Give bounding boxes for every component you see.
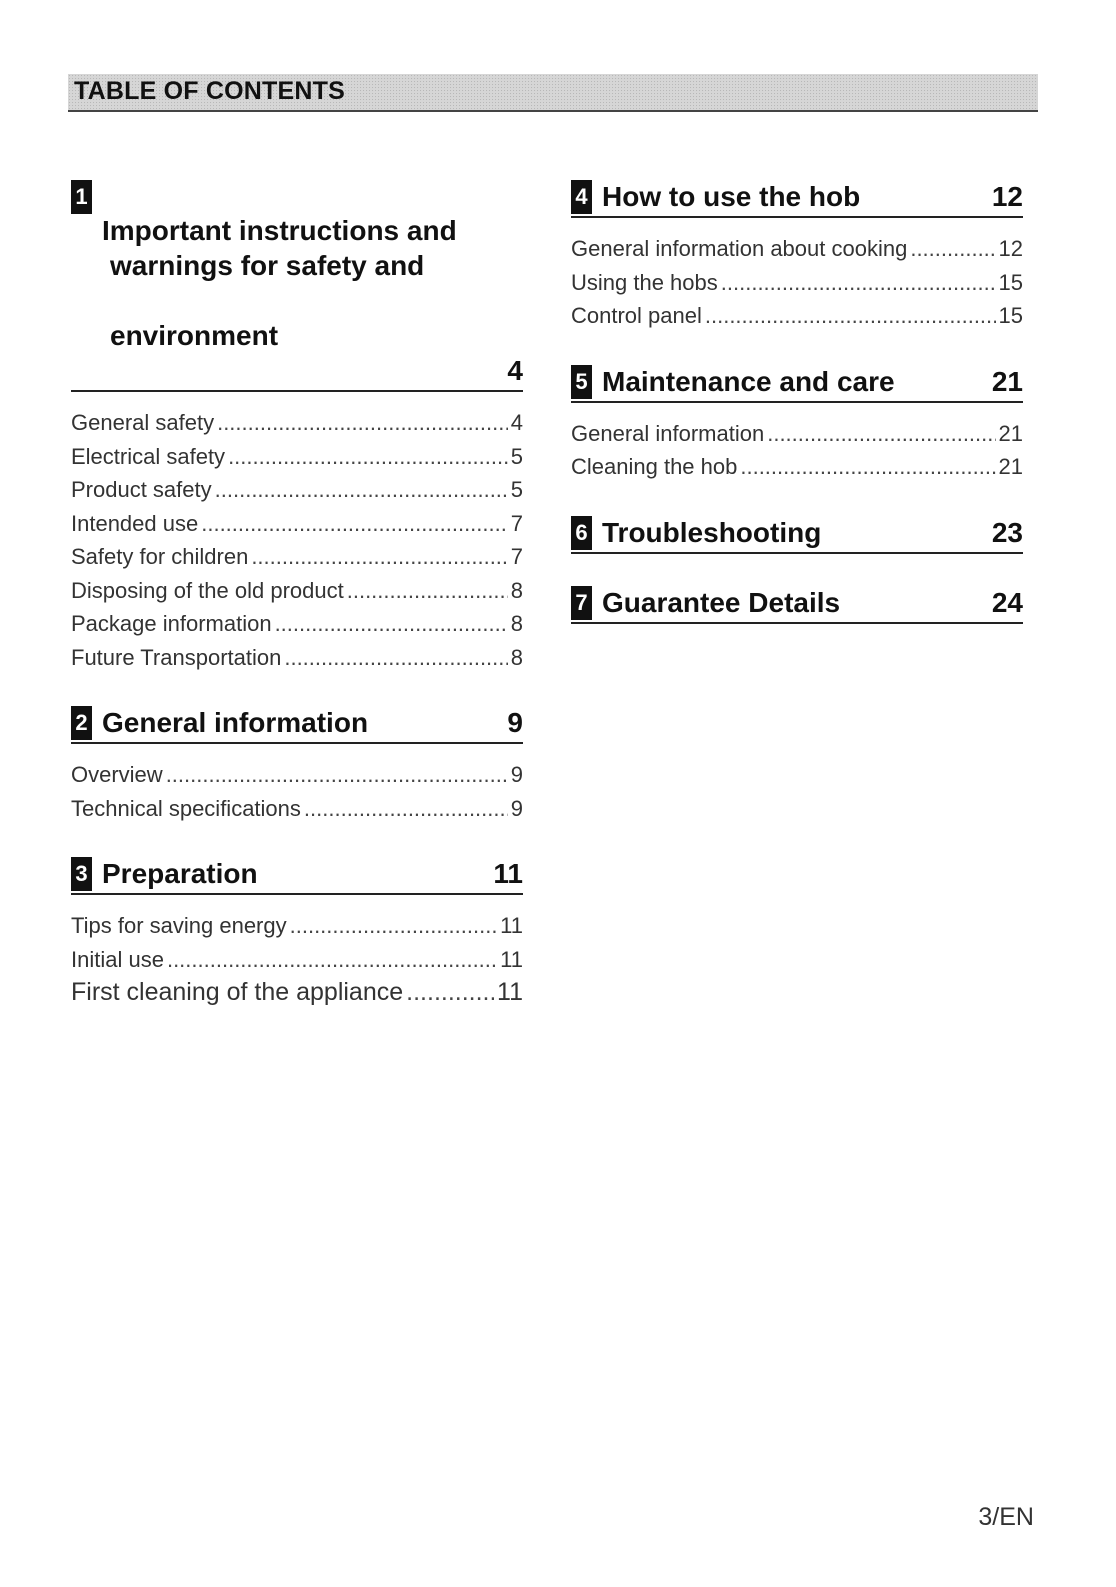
toc-entry-label: Overview [71, 762, 163, 787]
toc-entry[interactable] [71, 406, 523, 440]
toc-entry-label: General information about cooking [571, 236, 908, 261]
dot-leader [251, 540, 507, 574]
page-header [68, 74, 1038, 112]
page-title: TABLE OF CONTENTS [74, 77, 345, 105]
toc-entry-label: General information [571, 420, 765, 446]
toc-entry-page: 15 [998, 269, 1023, 295]
dot-leader [275, 607, 508, 641]
dot-leader [406, 976, 494, 1010]
dot-leader [215, 473, 508, 507]
toc-entry[interactable] [71, 758, 523, 792]
toc-entry[interactable] [71, 574, 523, 608]
toc-entry-label: Safety for children [71, 544, 249, 569]
section-title: Maintenance and care [602, 365, 895, 397]
toc-section-3 [71, 855, 523, 1010]
dot-leader [347, 574, 508, 608]
toc-entry[interactable] [571, 232, 1023, 266]
section-page-number: 4 [507, 355, 523, 386]
section-number-badge: 7 [571, 586, 592, 620]
toc-left-column [71, 178, 523, 1040]
toc-entry-label: Technical specifications [71, 795, 301, 821]
toc-entry-label: Future Transportation [71, 644, 282, 670]
dot-leader [721, 266, 996, 300]
toc-entry-page: 9 [510, 762, 523, 787]
section-heading[interactable] [71, 855, 523, 895]
toc-section-4 [571, 178, 1023, 333]
toc-entry-label: General safety [71, 410, 215, 435]
toc-entry-page: 11 [500, 913, 523, 938]
toc-section-6 [571, 514, 1023, 554]
toc-entry-page: 9 [510, 795, 523, 821]
toc-entry-page: 21 [998, 420, 1023, 446]
toc-entry-label: Intended use [71, 510, 199, 536]
toc-entry-label: Initial use [71, 946, 164, 972]
section-heading[interactable] [571, 514, 1023, 554]
section-title-line: environment [110, 320, 279, 351]
dot-leader [740, 450, 995, 484]
section-number-badge: 3 [71, 857, 92, 891]
toc-section-2 [71, 704, 523, 825]
toc-entry[interactable] [71, 641, 523, 675]
toc-entry[interactable] [71, 540, 523, 574]
section-title-line: warnings for safety and [110, 250, 425, 281]
dot-leader [166, 758, 508, 792]
section-page-number: 21 [991, 365, 1023, 397]
toc-entry-page: 21 [998, 454, 1023, 479]
toc-entry-page: 8 [510, 611, 523, 636]
section-number-badge: 6 [571, 516, 592, 550]
toc-entry-page: 11 [497, 978, 523, 1006]
toc-entry[interactable] [571, 299, 1023, 333]
section-page-number: 11 [493, 858, 523, 889]
section-page-number: 24 [991, 586, 1023, 618]
section-page-number: 9 [507, 707, 523, 738]
toc-entry[interactable] [571, 266, 1023, 300]
toc-entry[interactable] [71, 440, 523, 474]
toc-entry-page: 8 [510, 577, 523, 603]
section-title-line: Important instructions and [102, 215, 457, 246]
dot-leader [304, 792, 508, 826]
toc-entry-label: Using the hobs [571, 269, 718, 295]
toc-entry-label: Tips for saving energy [71, 913, 287, 938]
toc-entry-page: 7 [510, 510, 523, 536]
toc-entry[interactable] [71, 792, 523, 826]
toc-entry-page: 12 [998, 236, 1023, 261]
toc-section-1 [71, 178, 523, 674]
dot-leader [167, 943, 497, 977]
toc-entry-label: Cleaning the hob [571, 454, 738, 479]
toc-entry-label: Disposing of the old product [71, 577, 344, 603]
toc-entry-label: Electrical safety [71, 443, 226, 469]
toc-entry[interactable] [571, 417, 1023, 451]
toc-entry-label: First cleaning of the appliance [71, 978, 404, 1006]
toc-entry[interactable] [71, 507, 523, 541]
toc-right-column [571, 178, 1023, 654]
section-heading[interactable] [571, 363, 1023, 403]
section-title: General information [102, 707, 369, 738]
toc-entry[interactable] [71, 943, 523, 977]
section-number-badge: 5 [571, 365, 592, 399]
section-title: Preparation [102, 858, 258, 889]
section-heading[interactable] [571, 178, 1023, 218]
dot-leader [910, 232, 995, 266]
dot-leader [217, 406, 508, 440]
toc-entry-page: 8 [510, 644, 523, 670]
section-title: How to use the hob [602, 181, 861, 212]
toc-entry[interactable] [71, 976, 523, 1010]
toc-entry-label: Control panel [571, 303, 702, 328]
toc-entry-page: 11 [500, 946, 523, 972]
toc-entry[interactable] [71, 909, 523, 943]
section-number-badge: 1 [71, 180, 92, 214]
dot-leader [284, 641, 507, 675]
toc-entry-label: Package information [71, 611, 272, 636]
footer-page-number: 3/EN [978, 1503, 1034, 1531]
section-heading[interactable] [71, 704, 523, 744]
section-heading[interactable] [71, 178, 523, 392]
toc-entry[interactable] [71, 473, 523, 507]
dot-leader [705, 299, 996, 333]
toc-section-7 [571, 584, 1023, 624]
section-title [102, 178, 507, 388]
toc-entry[interactable] [571, 450, 1023, 484]
toc-entry-label: Product safety [71, 477, 212, 502]
dot-leader [290, 909, 498, 943]
section-heading[interactable] [571, 584, 1023, 624]
section-page-number: 23 [991, 516, 1023, 548]
toc-section-5 [571, 363, 1023, 484]
section-number-badge: 2 [71, 706, 92, 740]
toc-entry-page: 4 [510, 410, 523, 435]
dot-leader [228, 440, 508, 474]
toc-entry-page: 5 [510, 443, 523, 469]
toc-entry-page: 5 [510, 477, 523, 502]
dot-leader [767, 417, 995, 451]
toc-entry-page: 15 [998, 303, 1023, 328]
dot-leader [201, 507, 508, 541]
section-page-number: 12 [991, 181, 1023, 212]
section-number-badge: 4 [571, 180, 592, 214]
section-title: Troubleshooting [602, 516, 822, 548]
toc-entry-page: 7 [510, 544, 523, 569]
section-title: Guarantee Details [602, 586, 841, 618]
toc-entry[interactable] [71, 607, 523, 641]
